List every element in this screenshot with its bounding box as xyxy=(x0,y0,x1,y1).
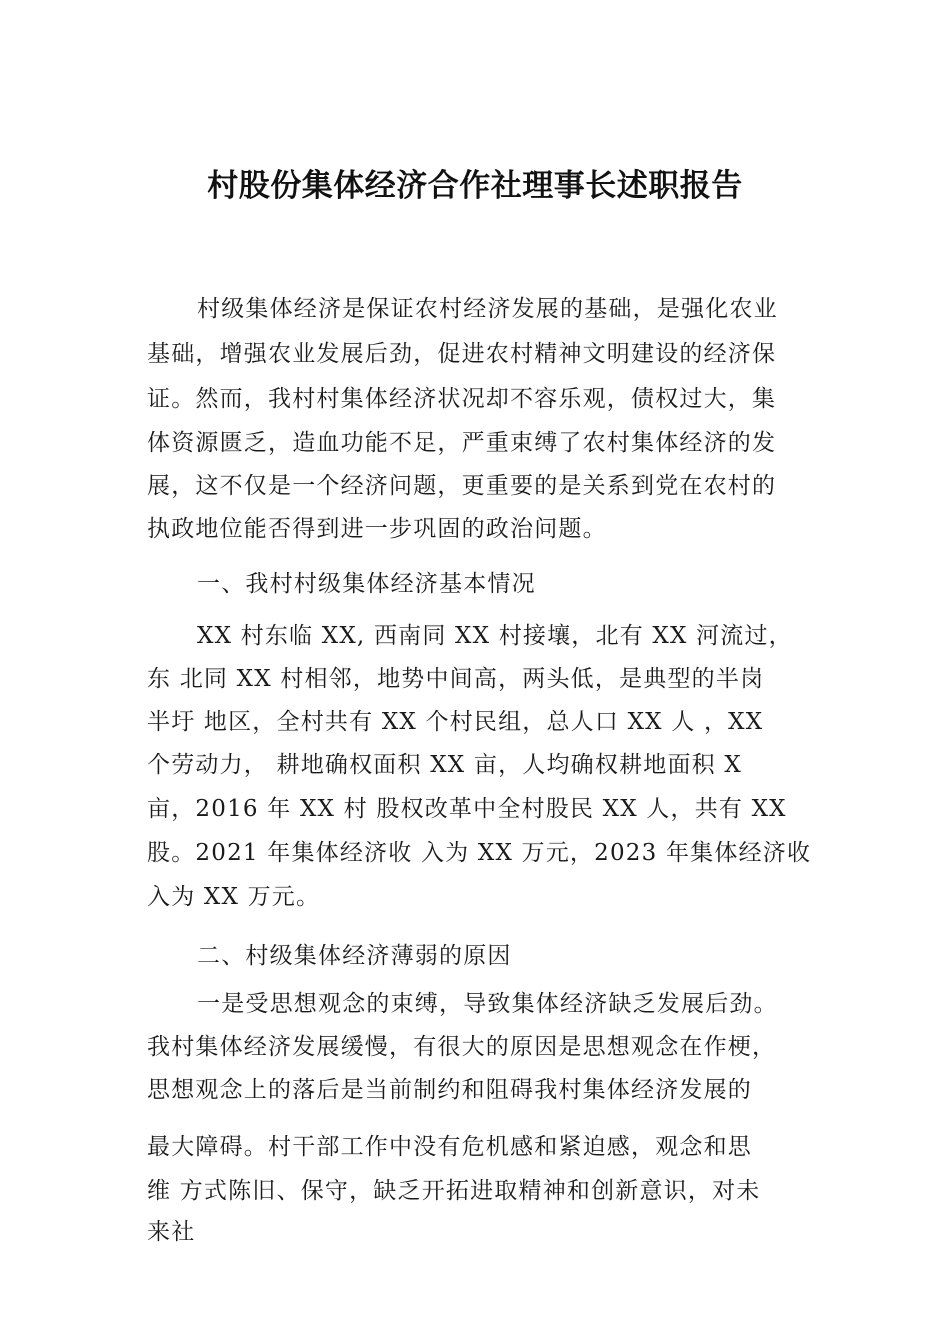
paragraph-line: 维 方式陈旧、保守，缺乏开拓进取精神和创新意识，对未 xyxy=(147,1178,761,1204)
paragraph-line: 思想观念上的落后是当前制约和阻碍我村集体经济发展的 xyxy=(147,1077,752,1103)
paragraph-line: 亩，2016 年 XX 村 股权改革中全村股民 XX 人，共有 XX xyxy=(147,796,787,822)
paragraph-line: 个劳动力， 耕地确权面积 XX 亩，人均确权耕地面积 X xyxy=(147,752,742,778)
paragraph-line: 一是受思想观念的束缚，导致集体经济缺乏发展后劲。 xyxy=(197,991,778,1017)
paragraph-line: 东 北同 XX 村相邻，地势中间高，两头低，是典型的半岗 xyxy=(147,666,765,692)
section-heading: 二、村级集体经济薄弱的原因 xyxy=(197,943,512,969)
paragraph-line: 半圩 地区，全村共有 XX 个村民组，总人口 XX 人 ，XX xyxy=(147,709,764,735)
paragraph-line: 最大障碍。村干部工作中没有危机感和紧迫感，观念和思 xyxy=(147,1134,752,1160)
paragraph-line: 执政地位能否得到进一步巩固的政治问题。 xyxy=(147,516,607,542)
paragraph-line: 展，这不仅是一个经济问题，更重要的是关系到党在农村的 xyxy=(147,473,777,499)
paragraph-line: 股。2021 年集体经济收 入为 XX 万元，2023 年集体经济收 xyxy=(147,840,812,866)
paragraph-line: XX 村东临 XX, 西南同 XX 村接壤，北有 XX 河流过， xyxy=(197,623,793,649)
paragraph-line: 我村集体经济发展缓慢，有很大的原因是思想观念在作梗， xyxy=(147,1034,777,1060)
paragraph-line: 来社 xyxy=(147,1219,196,1245)
paragraph-line: 证。然而，我村村集体经济状况却不容乐观，债权过大，集 xyxy=(147,386,777,412)
paragraph-line: 村级集体经济是保证农村经济发展的基础，是强化农业 xyxy=(197,296,778,322)
paragraph-line: 体资源匮乏，造血功能不足，严重束缚了农村集体经济的发 xyxy=(147,430,777,456)
document-title: 村股份集体经济合作社理事长述职报告 xyxy=(207,168,743,204)
paragraph-line: 基础，增强农业发展后劲，促进农村精神文明建设的经济保 xyxy=(147,341,777,367)
paragraph-line: 入为 XX 万元。 xyxy=(147,884,321,910)
section-heading: 一、我村村级集体经济基本情况 xyxy=(197,571,536,597)
